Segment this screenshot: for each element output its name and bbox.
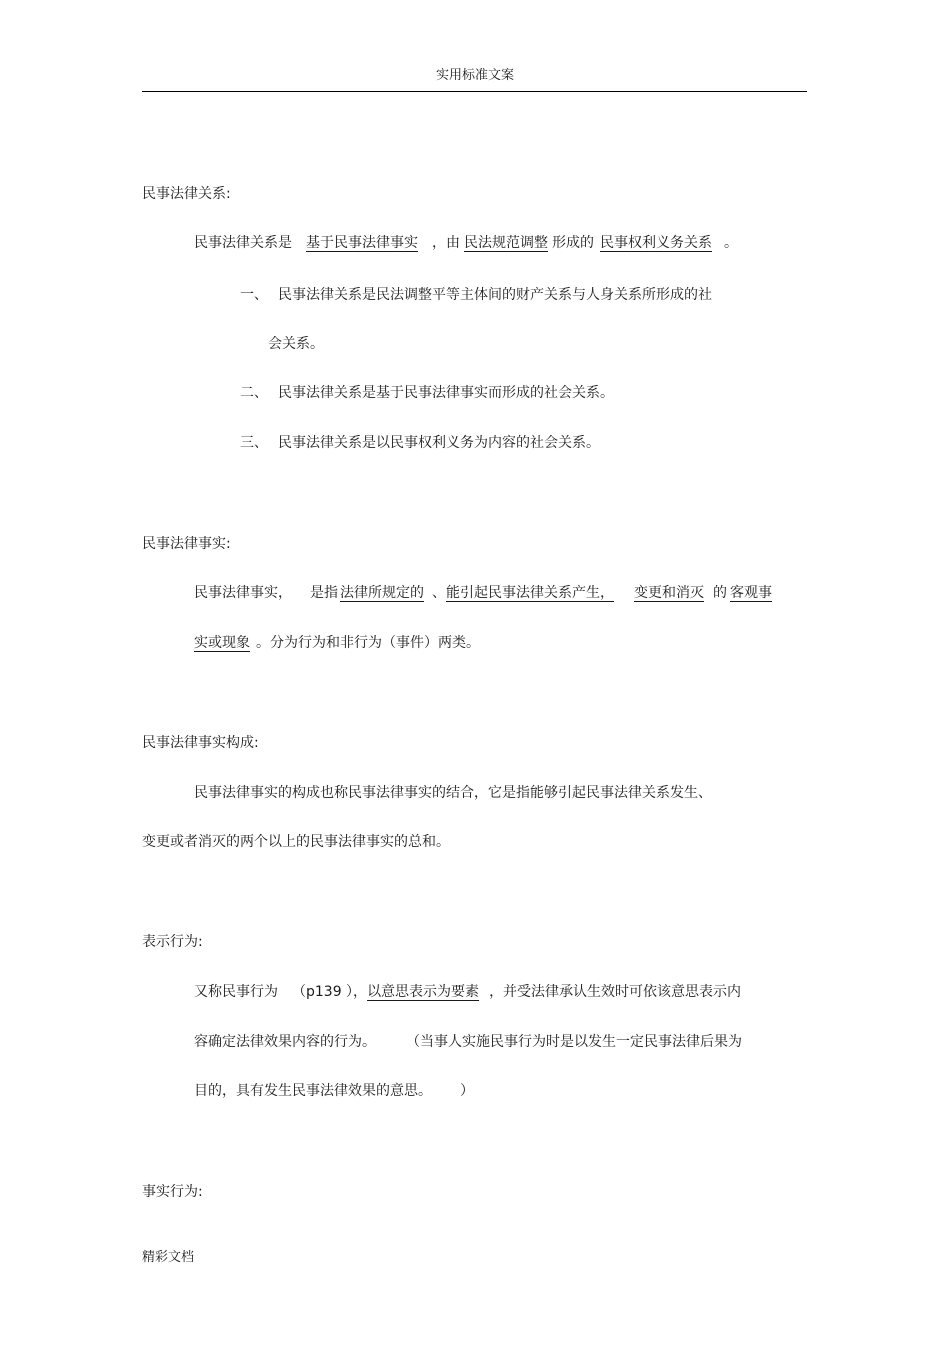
list-item-1 — [240, 286, 712, 304]
text: 的 — [713, 585, 727, 601]
header-rule — [142, 91, 807, 92]
section-heading-composition: 民事法律事实构成: — [142, 735, 259, 751]
text: ） — [460, 1083, 474, 1099]
underlined-term: 实或现象 — [194, 635, 250, 651]
text: （当事人实施民事行为时是以发生一定民事法律后果为 — [406, 1034, 742, 1050]
composition-line1: 民事法律事实的构成也称民事法律事实的结合，它是指能够引起民事法律关系发生、 — [194, 785, 712, 801]
relation-definition — [194, 234, 738, 252]
text: （p139 ）， — [292, 984, 368, 1000]
text: 。 — [724, 235, 738, 251]
fact-definition-line1 — [194, 584, 772, 602]
declaration-line1 — [194, 983, 741, 1001]
underlined-term: 变更和消灭 — [634, 585, 704, 601]
declaration-line2 — [194, 1033, 742, 1051]
list-item-2 — [240, 384, 614, 402]
text: 形成的 — [552, 235, 594, 251]
text: 容确定法律效果内容的行为。 — [194, 1034, 376, 1050]
text: ，由 — [432, 235, 460, 251]
declaration-line3 — [194, 1082, 474, 1100]
underlined-term: 基于民事法律事实 — [306, 235, 418, 251]
underlined-term: 能引起民事法律关系产生， — [446, 585, 614, 601]
text: ，并受法律承认生效时可依该意思表示内 — [489, 984, 742, 1000]
underlined-term: 民事权利义务关系 — [600, 235, 712, 251]
text: 民事法律事实， — [194, 585, 292, 601]
underlined-term: 以意思表示为要素 — [367, 984, 480, 1000]
list-text: 民事法律关系是基于民事法律事实而形成的社会关系。 — [278, 385, 614, 401]
text: 。分为行为和非行为（事件）两类。 — [256, 635, 480, 651]
list-text: 民事法律关系是民法调整平等主体间的财产关系与人身关系所形成的社 — [278, 287, 712, 303]
page-header-title: 实用标准文案 — [435, 68, 514, 83]
section-heading-declaration: 表示行为: — [142, 934, 203, 950]
section-heading-factual-act: 事实行为: — [142, 1184, 203, 1200]
text: 是指 — [310, 585, 338, 601]
list-number: 一、 — [240, 287, 268, 303]
text: 民事法律关系是 — [194, 235, 292, 251]
fact-definition-line2 — [194, 634, 480, 652]
underlined-term: 民法规范调整 — [464, 235, 548, 251]
list-item-3 — [240, 434, 600, 452]
section-heading-relation: 民事法律关系: — [142, 186, 231, 202]
section-heading-fact: 民事法律事实: — [142, 536, 231, 552]
text: 目的，具有发生民事法律效果的意思。 — [194, 1083, 432, 1099]
text: 、 — [432, 585, 446, 601]
text: 又称民事行为 — [194, 984, 278, 1000]
underlined-term: 客观事 — [730, 585, 772, 601]
list-item-1-continuation: 会关系。 — [268, 336, 324, 352]
list-number: 三、 — [240, 435, 268, 451]
page-footer-text: 精彩文档 — [142, 1250, 195, 1265]
list-number: 二、 — [240, 385, 268, 401]
underlined-term: 法律所规定的 — [340, 585, 424, 601]
composition-line2: 变更或者消灭的两个以上的民事法律事实的总和。 — [142, 834, 450, 850]
list-text: 民事法律关系是以民事权利义务为内容的社会关系。 — [278, 435, 600, 451]
